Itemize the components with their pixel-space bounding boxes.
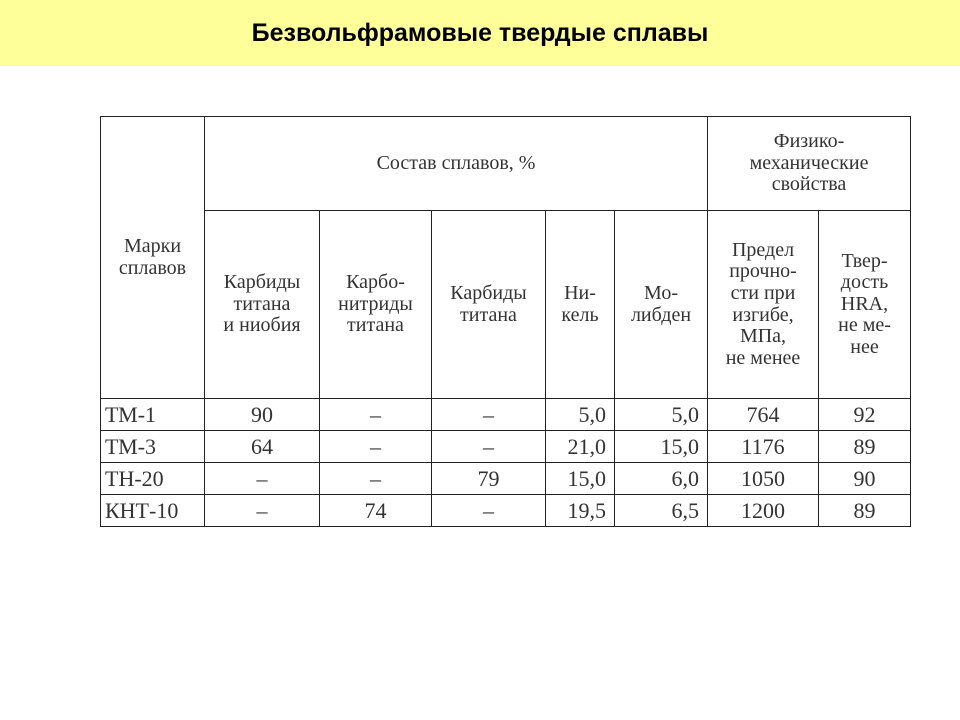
table-cell: 15,0 [546, 463, 615, 495]
alloy-name: ТМ-1 [101, 399, 205, 431]
table-cell: – [320, 463, 432, 495]
table-cell: – [432, 431, 546, 463]
alloy-table [100, 116, 911, 527]
table-cell: 89 [819, 431, 911, 463]
table-cell: – [320, 399, 432, 431]
table-cell: 5,0 [615, 399, 708, 431]
column-header: Мо- либден [615, 211, 708, 399]
column-header: Карбиды титана [432, 211, 546, 399]
table-cell: 764 [708, 399, 819, 431]
table-cell: 90 [205, 399, 320, 431]
table-cell: 79 [432, 463, 546, 495]
table-cell: 74 [320, 495, 432, 527]
column-header: Ни- кель [546, 211, 615, 399]
table-cell: 92 [819, 399, 911, 431]
table-cell: – [205, 463, 320, 495]
table-cell: 90 [819, 463, 911, 495]
table-cell: – [205, 495, 320, 527]
table-cell: – [320, 431, 432, 463]
table-cell: 5,0 [546, 399, 615, 431]
alloy-name: КНТ-10 [101, 495, 205, 527]
column-header: Предел прочно- сти при изгибе, МПа, не менее [708, 211, 819, 399]
table-row [101, 463, 911, 495]
table-cell: 1200 [708, 495, 819, 527]
table-cell: 1050 [708, 463, 819, 495]
table-cell: – [432, 495, 546, 527]
page-title: Безвольфрамовые твердые сплавы [251, 18, 709, 47]
table-cell: 19,5 [546, 495, 615, 527]
table-cell: 6,0 [615, 463, 708, 495]
column-header: Карбо- нитриды титана [320, 211, 432, 399]
table-row [101, 399, 911, 431]
table-row [101, 431, 911, 463]
table-cell: – [432, 399, 546, 431]
table-cell: 89 [819, 495, 911, 527]
column-header: Карбиды титана и ниобия [205, 211, 320, 399]
table-cell: 15,0 [615, 431, 708, 463]
composition-header: Состав сплавов, % [205, 117, 708, 211]
column-header: Твер- дость HRA, не ме- нее [819, 211, 911, 399]
table-row [101, 495, 911, 527]
brand-header: Марки сплавов [101, 117, 205, 399]
alloy-name: ТН-20 [101, 463, 205, 495]
table-cell: 21,0 [546, 431, 615, 463]
table-cell: 64 [205, 431, 320, 463]
table-cell: 6,5 [615, 495, 708, 527]
table-cell: 1176 [708, 431, 819, 463]
properties-header: Физико- механические свойства [708, 117, 911, 211]
alloy-name: ТМ-3 [101, 431, 205, 463]
